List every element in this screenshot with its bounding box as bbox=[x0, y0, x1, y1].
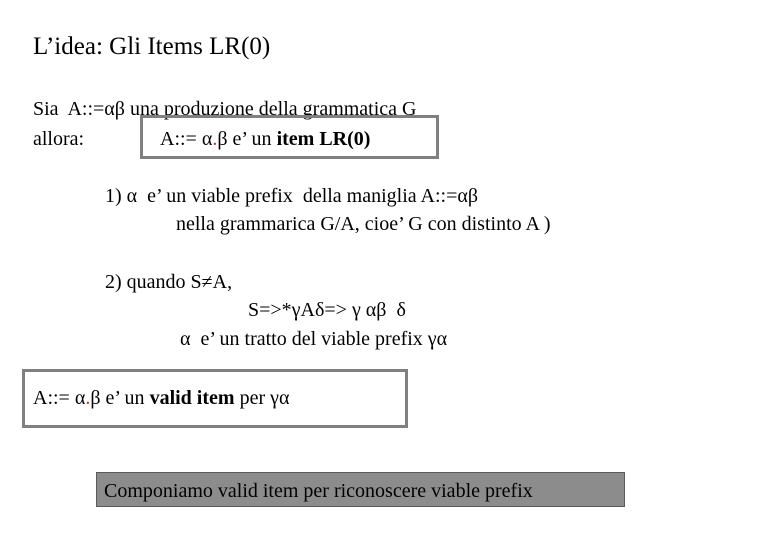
lr0-item-definition bbox=[160, 129, 370, 149]
valid-lhs: A::= α bbox=[33, 387, 86, 409]
item-bold-term: item LR(0) bbox=[276, 128, 371, 150]
point-2-line-b: S=>*γAδ=> γ αβ δ bbox=[248, 299, 406, 321]
item-lhs: A::= α bbox=[160, 128, 213, 150]
production-line: Sia A::=αβ una produzione della grammatica G bbox=[33, 98, 417, 120]
point-1-line-b: nella grammarica G/A, cioe’ G con distinto A ) bbox=[176, 213, 551, 235]
point-1-line-a: 1) α e’ un viable prefix della maniglia A::=αβ bbox=[105, 185, 479, 207]
point-2-line-a: 2) quando S≠A, bbox=[105, 271, 233, 293]
allora-label: allora: bbox=[33, 128, 85, 150]
valid-rhs: β e’ un bbox=[90, 387, 150, 409]
valid-bold-term: valid item bbox=[149, 387, 235, 409]
valid-item-definition bbox=[33, 388, 289, 408]
valid-dot: . bbox=[85, 387, 91, 409]
item-dot: . bbox=[212, 128, 218, 150]
valid-tail: per γα bbox=[234, 387, 290, 409]
item-rhs: β e’ un bbox=[217, 128, 277, 150]
slide-title: L’idea: Gli Items LR(0) bbox=[33, 33, 271, 60]
footer-text: Componiamo valid item per riconoscere viable prefix bbox=[104, 480, 533, 502]
point-2-line-c: α e’ un tratto del viable prefix γα bbox=[180, 328, 448, 350]
